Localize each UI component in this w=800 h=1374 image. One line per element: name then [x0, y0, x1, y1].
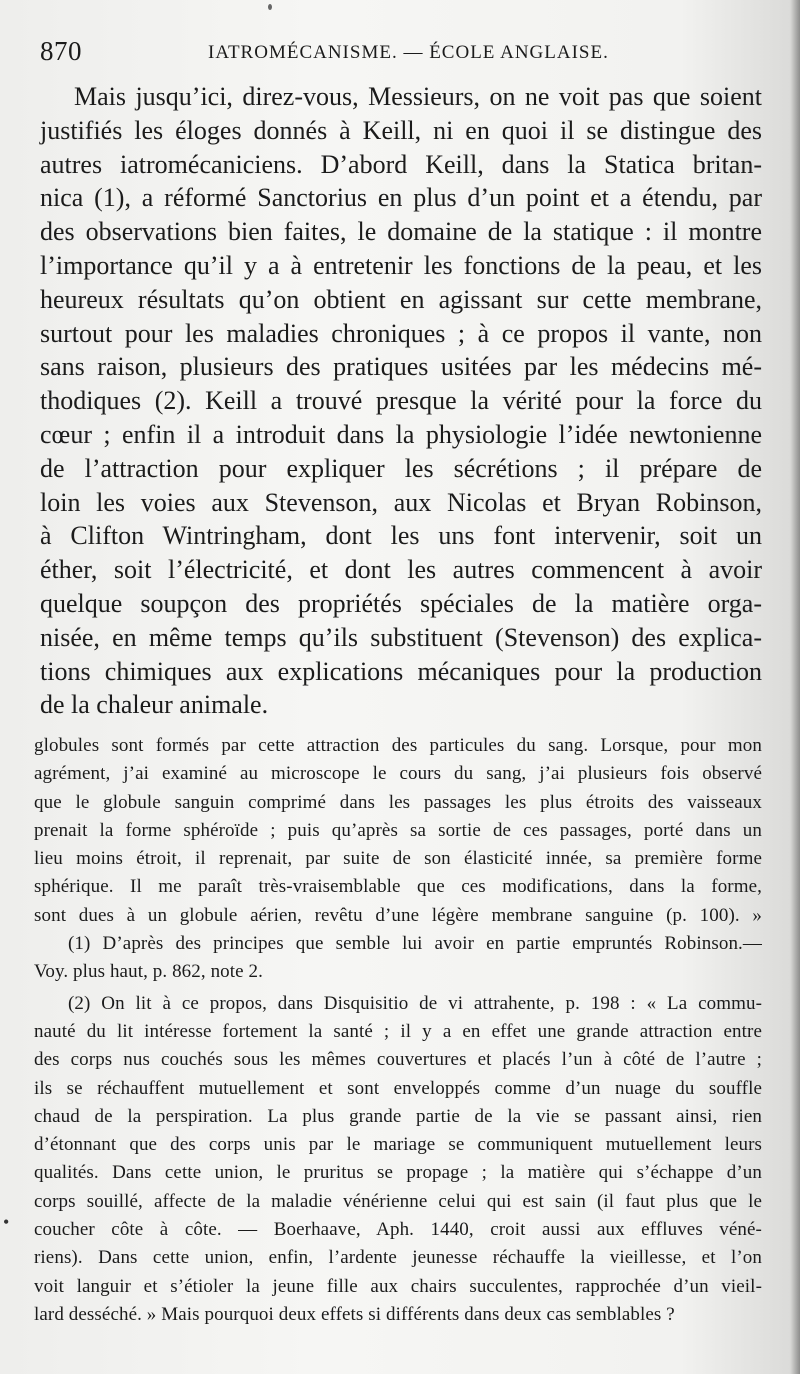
text-line: sans raison, plusieurs des pratiques usitées par les médecins mé- — [40, 352, 762, 382]
footnote-line: ils se réchauffent mutuellement et sont enveloppés comme d’un nuage du souffle — [34, 1077, 762, 1099]
text-line: Mais jusqu’ici, direz-vous, Messieurs, on ne voit pas que soient — [74, 82, 762, 111]
text-line: tions chimiques aux explications mécaniques pour la production — [40, 656, 762, 686]
footnote-line: riens). Dans cette union, enfin, l’ardente jeunesse réchauffe la vieillesse, et l’on — [34, 1247, 762, 1269]
margin-mark: • — [3, 1212, 10, 1232]
text-line: l’importance qu’il y a à entretenir les fonctions de la peau, et les — [40, 250, 762, 280]
text-line: nisée, en même temps qu’ils substituent (Stevenson) des explica- — [40, 622, 762, 652]
footnote-line: des corps nus couchés sous les mêmes couvertures et placés l’un à côté de l’autre ; — [34, 1049, 762, 1071]
footnote-line: sont dues à un globule aérien, revêtu d’une légère membrane sanguine (p. 100). » — [34, 904, 762, 926]
text-line: des observations bien faites, le domaine de la statique : il montre — [40, 217, 762, 247]
footnote-2: (2) On lit à ce propos, dans Disquisitio de vi attrahente, p. 198 : « La commu- — [68, 992, 762, 1014]
text-line: heureux résultats qu’on obtient en agissant sur cette membrane, — [40, 284, 762, 314]
page-header — [40, 36, 760, 76]
footnote-line: sphérique. Il me paraît très-vraisemblable que ces modifications, dans la forme, — [34, 876, 762, 898]
text-line: autres iatromécaniciens. D’abord Keill, dans la Statica britan- — [40, 149, 762, 179]
footnote-line: chaud de la perspiration. La plus grande partie de la vie se passant ainsi, rien — [34, 1105, 762, 1127]
footnote-1: (1) D’après des principes que semble lui avoir en partie empruntés Robinson.— — [68, 933, 762, 955]
footnote-line: lard desséché. » Mais pourquoi deux effets si différents dans deux cas semblables ? — [34, 1303, 675, 1325]
footnote-line: corps souillé, affecte de la maladie vénérienne celui qui est sain (il faut plus que le — [34, 1190, 762, 1212]
footnote-line: d’étonnant que des corps unis par le mariage se communiquent mutuellement leurs — [34, 1134, 762, 1156]
text-line: nica (1), a réformé Sanctorius en plus d’un point et a étendu, par — [40, 183, 762, 213]
footnote-line: nauté du lit intéresse fortement la santé ; il y a en effet une grande attraction entre — [34, 1020, 762, 1042]
text-line: quelque soupçon des propriétés spéciales de la matière orga- — [40, 588, 762, 618]
text-line: de l’attraction pour expliquer les sécrétions ; il prépare de — [40, 453, 762, 483]
text-line: éther, soit l’électricité, et dont les autres commencent à avoir — [40, 555, 762, 585]
footnote-line: voit languir et s’étioler la jeune fille aux chairs succulentes, rapprochée d’un vieil- — [34, 1275, 762, 1297]
page-number: 870 — [40, 36, 82, 66]
footnote-line: lieu moins étroit, il reprenait, par suite de son élasticité innée, sa première forme — [34, 848, 762, 870]
text-line: justifiés les éloges donnés à Keill, ni en quoi il se distingue des — [40, 115, 762, 145]
text-line: cœur ; enfin il a introduit dans la physiologie l’idée newtonienne — [40, 419, 762, 449]
footnote-line: prenait la forme sphéroïde ; puis qu’après sa sortie de ces passages, porté dans un — [34, 819, 762, 841]
footnotes — [34, 732, 762, 1329]
text-line: thodiques (2). Keill a trouvé presque la vérité pour la force du — [40, 386, 762, 416]
footnote-line: qualités. Dans cette union, le pruritus se propage ; la matière qui s’échappe d’un — [34, 1162, 762, 1184]
ink-speck — [268, 4, 272, 10]
footnote-line: coucher côte à côte. — Boerhaave, Aph. 1440, croit aussi aux effluves véné- — [34, 1219, 762, 1241]
text-line: loin les voies aux Stevenson, aux Nicolas et Bryan Robinson, — [40, 487, 762, 517]
footnote-line: globules sont formés par cette attraction des particules du sang. Lorsque, pour mon — [34, 735, 762, 756]
text-line: surtout pour les maladies chroniques ; à ce propos il vante, non — [40, 318, 762, 348]
text-line: à Clifton Wintringham, dont les uns font intervenir, soit un — [40, 521, 762, 551]
main-text — [40, 80, 762, 722]
footnote-line: que le globule sanguin comprimé dans les passages les plus étroits des vaisseaux — [34, 791, 762, 813]
running-head: IATROMÉCANISME. — ÉCOLE ANGLAISE. — [208, 42, 609, 63]
text-line: de la chaleur animale. — [40, 690, 269, 720]
footnote-line: agrément, j’ai examiné au microscope le cours du sang, j’ai plusieurs fois observé — [34, 763, 762, 785]
footnote-line: Voy. plus haut, p. 862, note 2. — [34, 961, 263, 983]
page-gutter-shadow — [790, 0, 800, 1374]
